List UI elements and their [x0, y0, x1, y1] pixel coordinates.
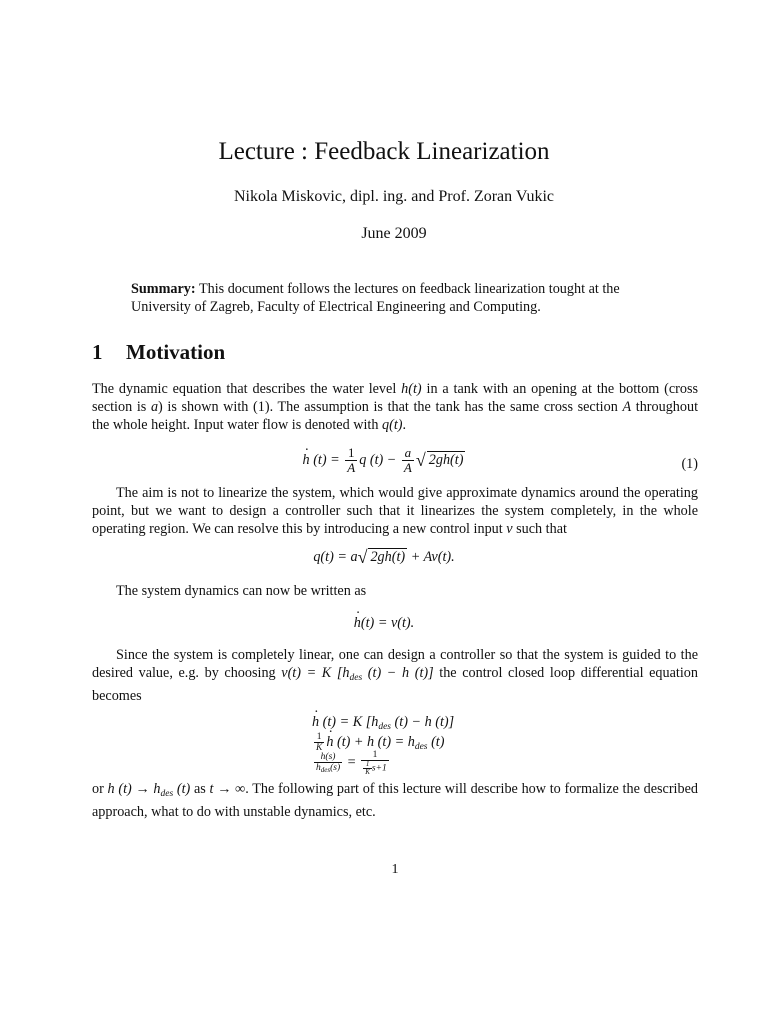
sqrt-symbol: √ [357, 547, 368, 567]
paragraph-2 [92, 484, 698, 538]
eq3-lhs: · h(t) = v(t). [354, 615, 414, 632]
authors: Nikola Miskovic, dipl. ing. and Prof. Zoran Vukic [233, 188, 555, 205]
para2-math-1: v [506, 521, 513, 537]
para4-math-sub: des [349, 673, 363, 683]
para4-text-1: Since the system is completely linear, one can design a controller so that the system is guided to the desired value, e.g. by choosing [92, 647, 698, 681]
summary [131, 280, 676, 316]
page-number: 1 [391, 862, 399, 877]
eq4-line3-fraction [314, 752, 342, 775]
para4-math-1: v(t) = K [h [281, 665, 350, 681]
para1-text-3: ) is shown with (1). The assumption is that the tank has the same cross section [158, 399, 623, 415]
eq1-fraction-2 [402, 446, 414, 475]
para1-math-3: A [622, 399, 632, 415]
eq4-line2-den: K [316, 743, 323, 753]
eq4-line3-eq: = [344, 754, 360, 771]
eq4-line3-rhs-fraction [361, 750, 389, 776]
summary-label: Summary: [131, 281, 196, 297]
summary-text: This document follows the lectures on feedback linearization tought at the University of Zagreb, Faculty of Electrical Engineering and Computing. [131, 281, 620, 315]
page-title: Lecture : Feedback Linearization [218, 138, 550, 165]
eq4-line1-sub: des [378, 722, 391, 732]
eq4-line3-num: h(s) [314, 752, 342, 763]
para5-math-1: h (t) → h [107, 781, 161, 797]
eq2-sqrt: 2gh(t) [370, 549, 406, 565]
eq4-line3-inner-fraction [363, 761, 372, 776]
eq4-line3-inner-den: K [365, 768, 370, 776]
eq1-frac2-den: A [403, 460, 412, 475]
section-number: 1 [92, 340, 103, 364]
para5-math-1-end: (t) [173, 781, 191, 797]
equation-1 [0, 446, 768, 475]
para1-text-5: . [402, 417, 407, 433]
para5-math-1-sub: des [160, 789, 174, 799]
para1-math-1: h(t) [401, 381, 422, 397]
para2-text-1: The aim is not to linearize the system, which would give approximate dynamics around the operating point, but we want to design a controller such that it linearizes the system completely, in the whole operating region. We can resolve this by introducing a new control input [92, 485, 698, 537]
eq1-lhs: · h (t) = [303, 452, 340, 469]
eq4-line3-den-h: h [316, 762, 321, 773]
eq4-line3-den-sub: des [320, 765, 331, 774]
eq1-frac1-den: A [347, 460, 356, 475]
para5-math-2: t → ∞ [209, 781, 246, 797]
eq4-line3-rhs-num: 1 [361, 750, 389, 761]
eq4-line2-num: 1 [314, 732, 324, 743]
eq4-line3-den-end: (s) [330, 762, 341, 773]
eq4-line3-den [314, 763, 342, 775]
sqrt-symbol: √ [415, 449, 426, 470]
section-heading [92, 340, 225, 365]
para1-text-2: in a tank with an opening at the bottom (cross section is [92, 381, 698, 415]
date: June 2009 [361, 225, 427, 242]
eq4-line2-sub: des [414, 741, 428, 752]
eq4-line1-end: (t) − h (t)] [391, 714, 455, 730]
eq4-line1: · h (t) = K [h [312, 714, 378, 731]
para5-text-3: . The following part of this lecture will describe how to formalize the described approach, what to do with unstable dynamics, etc. [92, 781, 698, 820]
eq1-mid: q (t) − [359, 451, 397, 468]
paragraph-3: The system dynamics can now be written as [116, 583, 367, 599]
para4-text-2: the control closed loop differential equation becomes [92, 665, 698, 704]
paragraph-1 [92, 380, 698, 434]
eq1-frac1-num: 1 [345, 446, 357, 461]
para1-math-2: a [150, 399, 159, 415]
eq1-frac2-num: a [402, 446, 414, 461]
eq4-line2: · h (t) + h (t) = h [326, 734, 415, 751]
eq4-line2-end: (t) [427, 733, 445, 750]
para5-text-1: or [92, 781, 108, 797]
equation-4-line-3 [312, 750, 391, 776]
eq2-lhs: q(t) = a [313, 549, 358, 565]
eq1-fraction-1 [345, 446, 357, 475]
equation-3 [0, 615, 768, 632]
para5-text-2: as [190, 781, 210, 797]
para2-text-2: such that [512, 521, 567, 537]
para1-text-4: throughout the whole height. Input water flow is denoted with [92, 399, 699, 433]
para1-text-1: The dynamic equation that describes the water level [92, 381, 402, 397]
eq4-line3-rhs-den-end: s+1 [371, 763, 387, 774]
equation-number: (1) [681, 456, 698, 472]
para1-math-4: q(t) [382, 417, 403, 433]
equation-2 [0, 547, 768, 568]
eq4-line3-inner-num: 1 [363, 761, 372, 769]
equation-4-line-1 [312, 714, 454, 732]
eq2-rhs: + Av(t). [410, 549, 455, 565]
paragraph-5 [92, 780, 698, 821]
eq1-sqrt: 2gh(t) [428, 451, 464, 468]
paragraph-4 [92, 646, 698, 705]
para4-math-end: (t) − h (t)] [362, 665, 434, 681]
section-title: Motivation [126, 340, 226, 364]
eq4-line3-rhs-den [361, 761, 389, 776]
